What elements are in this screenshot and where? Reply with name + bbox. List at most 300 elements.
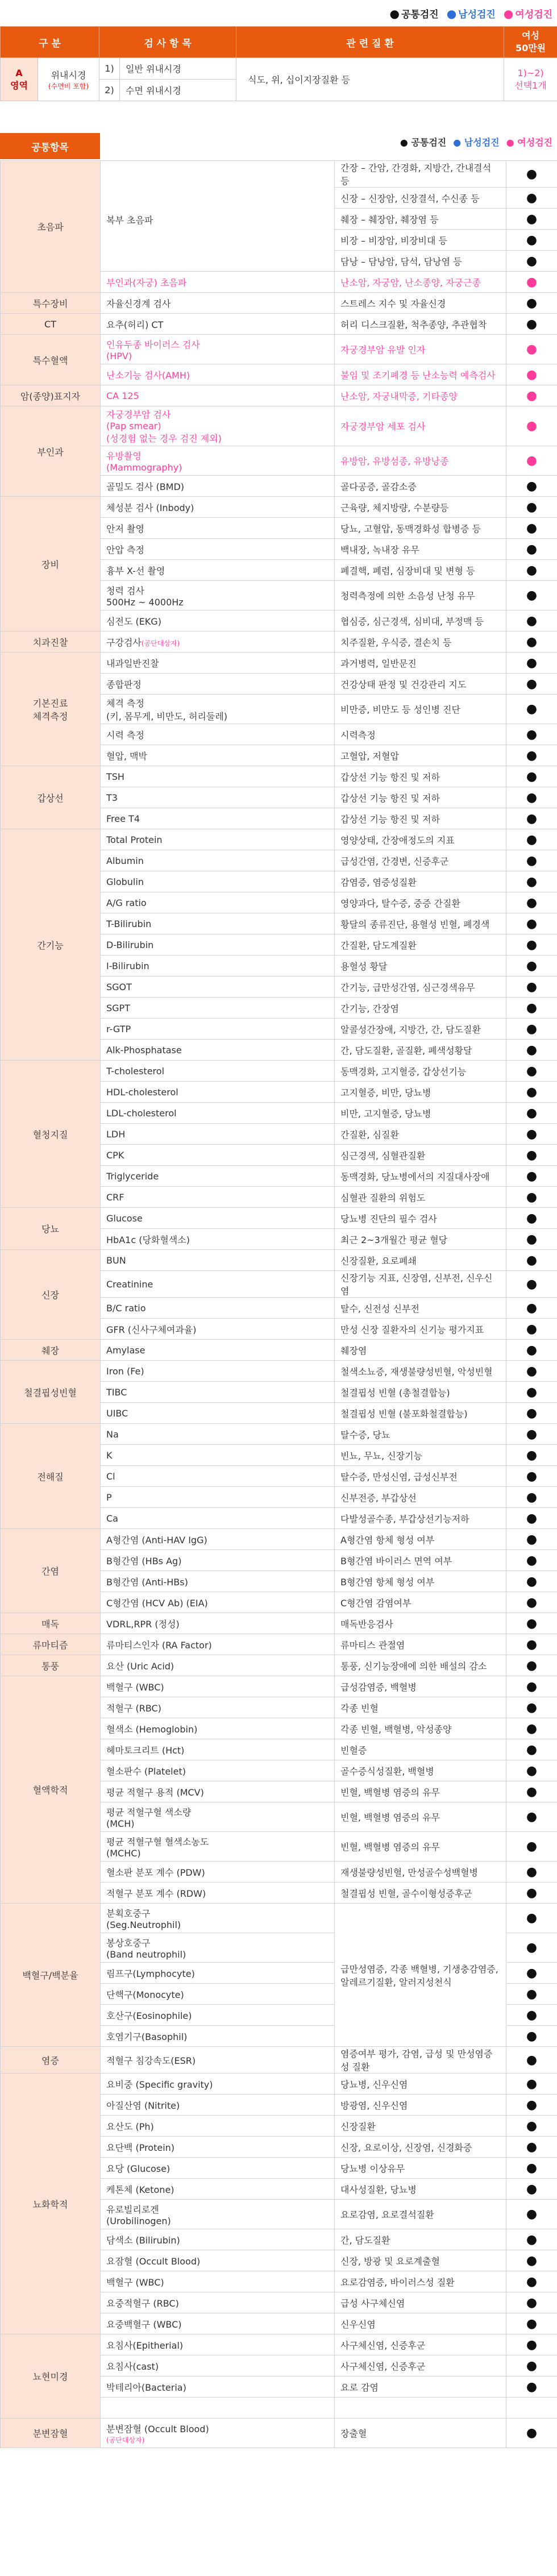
- test-item: 요중백혈구 (WBC): [101, 2313, 335, 2334]
- table-row: [1, 1424, 557, 1445]
- category-cell: 초음파: [1, 161, 101, 293]
- common-dot-icon: ●: [506, 653, 557, 674]
- category-cell: 부인과: [1, 406, 101, 497]
- related-disease: 탈수증, 당뇨: [335, 1424, 506, 1445]
- test-item: 담색소 (Bilirubin): [101, 2229, 335, 2250]
- test-item: 적혈구 침강속도(ESR): [101, 2047, 335, 2074]
- category-cell: 혈청지질: [1, 1061, 101, 1208]
- related-disease: 철결핍성 빈혈 (불포화철결합능): [335, 1403, 506, 1424]
- test-item: 요침사(cast): [101, 2355, 335, 2376]
- common-dot-icon: ●: [506, 674, 557, 695]
- category-cell: 분변잠혈: [1, 2419, 101, 2448]
- category-cell: 혈액학적: [1, 1676, 101, 1904]
- related-disease: 요로감염, 요로결석질환: [335, 2200, 506, 2229]
- category-cell: 백혈구/백분율: [1, 1904, 101, 2047]
- related-disease: 갑상선 기능 항진 및 저하: [335, 787, 506, 808]
- test-item: 봉상호중구 (Band neutrophil): [101, 1933, 335, 1963]
- related-disease: 백내장, 녹내장 유무: [335, 539, 506, 560]
- test-item: 요중적혈구 (RBC): [101, 2292, 335, 2313]
- related-disease: 빈혈, 백혈병 염증의 유무: [335, 1802, 506, 1832]
- related-disease: 신장질환: [335, 2116, 506, 2137]
- related-disease: 최근 2~3개월간 평균 혈당: [335, 1229, 506, 1250]
- test-item: Amylase: [101, 1340, 335, 1361]
- related-disease: 빈혈, 백혈병 염증의 유무: [335, 1832, 506, 1862]
- common-dot-icon: ●: [506, 1040, 557, 1061]
- category-cell: 장비: [1, 497, 101, 631]
- common-dot-icon: ●: [506, 1676, 557, 1697]
- test-item: 백혈구 (WBC): [101, 2271, 335, 2292]
- related-disease: [335, 2398, 506, 2419]
- common-dot-icon: ●: [506, 314, 557, 335]
- related-disease: 청력측정에 의한 소음성 난청 유무: [335, 581, 506, 610]
- test-item: SGOT: [101, 977, 335, 998]
- table-row: [1, 631, 557, 653]
- common-dot-icon: ●: [506, 1529, 557, 1550]
- common-dot-icon: ●: [506, 1487, 557, 1508]
- black-dot-icon: ●: [389, 6, 400, 20]
- related-disease: 급성감염증, 백혈병: [335, 1676, 506, 1697]
- table-row: [1, 1904, 557, 1933]
- common-dot-icon: ●: [506, 1445, 557, 1466]
- test-item: 복부 초음파: [101, 161, 335, 272]
- common-dot-icon: ●: [506, 1904, 557, 1933]
- related-disease: 불임 및 조기폐경 등 난소능력 예측검사: [335, 364, 506, 385]
- related-disease: 당뇨병 진단의 필수 검사: [335, 1208, 506, 1229]
- category-cell: CT: [1, 314, 101, 335]
- common-dot-icon: ●: [506, 1655, 557, 1676]
- row1-no: 1): [99, 58, 120, 80]
- related-disease: 급만성염증, 각종 백혈병, 기생충감염증, 알레르기질환, 알러지성천식: [335, 1904, 506, 2047]
- common-dot-icon: ●: [506, 1061, 557, 1082]
- common-dot-icon: ●: [506, 1124, 557, 1145]
- related-disease: 갑상선 기능 항진 및 저하: [335, 766, 506, 787]
- test-item: K: [101, 1445, 335, 1466]
- category-cell: 암(종양)표지자: [1, 385, 101, 406]
- common-dot-icon: [506, 2398, 557, 2419]
- test-item: GFR (신사구체여과율): [101, 1319, 335, 1340]
- related-disease: 빈혈증: [335, 1739, 506, 1760]
- related-disease: 당뇨병 이상유무: [335, 2158, 506, 2179]
- female-dot-icon: ●: [506, 364, 557, 385]
- main-table: [0, 160, 557, 2448]
- related-disease: C형간염 감염여부: [335, 1592, 506, 1613]
- test-item: T-cholesterol: [101, 1061, 335, 1082]
- related-disease: 스트레스 지수 및 자율신경: [335, 293, 506, 314]
- common-dot-icon: ●: [506, 631, 557, 653]
- common-dot-icon: ●: [506, 977, 557, 998]
- test-item: 유방촬영 (Mammography): [101, 446, 335, 476]
- test-item: B/C ratio: [101, 1298, 335, 1319]
- common-dot-icon: ●: [506, 251, 557, 272]
- common-dot-icon: ●: [506, 1933, 557, 1963]
- test-item: 체성분 검사 (Inbody): [101, 497, 335, 518]
- common-dot-icon: ●: [506, 1883, 557, 1904]
- test-item: 내과일반진찰: [101, 653, 335, 674]
- test-item: 케톤체 (Ketone): [101, 2179, 335, 2200]
- test-item: 자궁경부암 검사 (Pap smear) (성경험 없는 경우 검진 제외): [101, 406, 335, 446]
- legend-female: ● 여성검진: [503, 6, 552, 20]
- test-item: 부인과(자궁) 초음파: [101, 272, 335, 293]
- related-disease: 알콜성간장애, 지방간, 간, 담도질환: [335, 1019, 506, 1040]
- related-disease: 간질환, 담도계질환: [335, 934, 506, 955]
- common-dot-icon: ●: [506, 1319, 557, 1340]
- related-disease: 신장질환, 요로폐쇄: [335, 1250, 506, 1271]
- related-disease: 치주질환, 우식증, 결손치 등: [335, 631, 506, 653]
- test-item: 요산도 (Ph): [101, 2116, 335, 2137]
- related-disease: 췌장 – 췌장암, 췌장염 등: [335, 209, 506, 230]
- common-dot-icon: ●: [506, 745, 557, 766]
- test-item: 단핵구(Monocyte): [101, 1984, 335, 2005]
- test-item: CPK: [101, 1145, 335, 1166]
- related-disease: 협심증, 심근경색, 심비대, 부정맥 등: [335, 610, 506, 631]
- female-dot-icon: ●: [506, 385, 557, 406]
- test-item: LDL-cholesterol: [101, 1103, 335, 1124]
- test-item: C형간염 (HCV Ab) (EIA): [101, 1592, 335, 1613]
- female-dot-icon: ●: [506, 446, 557, 476]
- related-disease: 급성간염, 간경변, 신증후군: [335, 850, 506, 871]
- common-dot-icon: ●: [506, 1550, 557, 1571]
- table-row: [1, 653, 557, 674]
- common-dot-icon: ●: [506, 1424, 557, 1445]
- test-item: 림프구(Lymphocyte): [101, 1963, 335, 1984]
- test-item: BUN: [101, 1250, 335, 1271]
- common-dot-icon: ●: [506, 1382, 557, 1403]
- test-item: 헤마토크리트 (Hct): [101, 1739, 335, 1760]
- related-disease: 간, 담도질환, 골질환, 폐색성황달: [335, 1040, 506, 1061]
- common-dot-icon: ●: [506, 1739, 557, 1760]
- common-dot-icon: ●: [506, 230, 557, 251]
- common-dot-icon: ●: [506, 2334, 557, 2355]
- test-item: TIBC: [101, 1382, 335, 1403]
- common-dot-icon: ●: [506, 1082, 557, 1103]
- common-dot-icon: ●: [506, 934, 557, 955]
- common-dot-icon: ●: [506, 1760, 557, 1781]
- related-disease: B형간염 바이러스 면역 여부: [335, 1550, 506, 1571]
- header-item: 검 사 항 목: [99, 27, 236, 58]
- test-item: VDRL,RPR (정성): [101, 1613, 335, 1634]
- category-cell: 전해질: [1, 1424, 101, 1529]
- common-dot-icon: ●: [506, 1634, 557, 1655]
- test-item: 아질산염 (Nitrite): [101, 2095, 335, 2116]
- common-dot-icon: ●: [506, 1145, 557, 1166]
- category-cell: 뇨현미경: [1, 2334, 101, 2419]
- common-dot-icon: ●: [506, 1984, 557, 2005]
- test-item: HDL-cholesterol: [101, 1082, 335, 1103]
- related-disease: 간기능, 급만성간염, 심근경색유무: [335, 977, 506, 998]
- table-row: [1, 1676, 557, 1697]
- test-item: Na: [101, 1424, 335, 1445]
- common-dot-icon: ●: [506, 955, 557, 977]
- related-disease: 방광염, 신우신염: [335, 2095, 506, 2116]
- test-item: 혈색소 (Hemoglobin): [101, 1718, 335, 1739]
- related-disease: 각종 빈혈, 백혈병, 악성종양: [335, 1718, 506, 1739]
- test-item: 호산구(Eosinophile): [101, 2005, 335, 2026]
- related-disease: 근육량, 체지방량, 수분량등: [335, 497, 506, 518]
- pink-dot-icon: ●: [506, 137, 514, 148]
- endoscopy-choice: 1)~2) 선택1개: [504, 58, 557, 101]
- related-disease: 비장 – 비장암, 비장비대 등: [335, 230, 506, 251]
- table-row: [1, 2419, 557, 2448]
- common-dot-icon: ●: [506, 1862, 557, 1883]
- related-disease: 심혈관 질환의 위험도: [335, 1187, 506, 1208]
- header-price: 여성 50만원: [504, 27, 557, 58]
- common-dot-icon: ●: [506, 293, 557, 314]
- common-dot-icon: ●: [506, 695, 557, 724]
- test-item: T3: [101, 787, 335, 808]
- category-cell: 철결핍성빈혈: [1, 1361, 101, 1424]
- legend-common: ● 공통검진: [389, 6, 439, 20]
- related-disease: 통풍, 신기능장애에 의한 배설의 감소: [335, 1655, 506, 1676]
- category-cell: 통풍: [1, 1655, 101, 1676]
- test-item: SGPT: [101, 998, 335, 1019]
- related-disease: 철결핍성 빈혈 (총철결합능): [335, 1382, 506, 1403]
- related-disease: 당뇨, 고혈압, 동맥경화성 합병증 등: [335, 518, 506, 539]
- common-dot-icon: ●: [506, 476, 557, 497]
- related-disease: 황달의 종류진단, 용혈성 빈혈, 폐경색: [335, 913, 506, 934]
- common-dot-icon: ●: [506, 1229, 557, 1250]
- related-disease: 담낭 – 담낭암, 담석, 담낭염 등: [335, 251, 506, 272]
- common-dot-icon: ●: [506, 998, 557, 1019]
- test-item: B형간염 (HBs Ag): [101, 1550, 335, 1571]
- table-row: [1, 829, 557, 850]
- test-item: Iron (Fe): [101, 1361, 335, 1382]
- test-item: D-Bilirubin: [101, 934, 335, 955]
- table-row: [1, 1613, 557, 1634]
- related-disease: 신우신염: [335, 2313, 506, 2334]
- related-disease: B형간염 항체 형성 여부: [335, 1571, 506, 1592]
- common-dot-icon: ●: [506, 808, 557, 829]
- test-item: 혈소판 분포 계수 (PDW): [101, 1862, 335, 1883]
- blue-dot-icon: ●: [453, 137, 462, 148]
- test-item: 요비중 (Specific gravity): [101, 2074, 335, 2095]
- table-row: [1, 1250, 557, 1271]
- test-item: UIBC: [101, 1403, 335, 1424]
- related-disease: 대사성질환, 당뇨병: [335, 2179, 506, 2200]
- test-item: 시력 측정: [101, 724, 335, 745]
- test-item: Triglyceride: [101, 1166, 335, 1187]
- common-dot-icon: ●: [506, 1613, 557, 1634]
- common-dot-icon: ●: [506, 1508, 557, 1529]
- test-item: LDH: [101, 1124, 335, 1145]
- test-item: Globulin: [101, 871, 335, 892]
- related-disease: 급성 사구체신염: [335, 2292, 506, 2313]
- test-item: 혈소판수 (Platelet): [101, 1760, 335, 1781]
- female-dot-icon: ●: [506, 406, 557, 446]
- category-cell: 당뇨: [1, 1208, 101, 1250]
- common-dot-icon: ●: [506, 2116, 557, 2137]
- related-disease: 사구체신염, 신증후군: [335, 2355, 506, 2376]
- related-disease: 간질환, 심질환: [335, 1124, 506, 1145]
- table-row: [1, 1634, 557, 1655]
- related-disease: 매독반응검사: [335, 1613, 506, 1634]
- related-disease: 비만, 고지혈증, 당뇨병: [335, 1103, 506, 1124]
- related-disease: 류마티스 관절염: [335, 1634, 506, 1655]
- test-item: 백혈구 (WBC): [101, 1676, 335, 1697]
- related-disease: 고지혈증, 비만, 당뇨병: [335, 1082, 506, 1103]
- header-disease: 관 련 질 환: [236, 27, 504, 58]
- related-disease: 허리 디스크질환, 척추종양, 추관협착: [335, 314, 506, 335]
- common-dot-icon: ●: [506, 871, 557, 892]
- common-dot-icon: ●: [506, 2179, 557, 2200]
- common-dot-icon: ●: [506, 2313, 557, 2334]
- table-row: [1, 1340, 557, 1361]
- common-dot-icon: ●: [506, 1571, 557, 1592]
- common-dot-icon: ●: [506, 2005, 557, 2026]
- common-dot-icon: ●: [506, 1340, 557, 1361]
- common-dot-icon: ●: [506, 913, 557, 934]
- pink-dot-icon: ●: [503, 6, 514, 20]
- related-disease: 과거병력, 일반문진: [335, 653, 506, 674]
- common-dot-icon: ●: [506, 581, 557, 610]
- related-disease: 신부전증, 부갑상선: [335, 1487, 506, 1508]
- test-item: I-Bilirubin: [101, 955, 335, 977]
- female-dot-icon: ●: [506, 272, 557, 293]
- test-item: 안저 촬영: [101, 518, 335, 539]
- common-dot-icon: ●: [506, 497, 557, 518]
- category-cell: 기본진료 체격측정: [1, 653, 101, 766]
- common-dot-icon: ●: [506, 1166, 557, 1187]
- category-cell: 매독: [1, 1613, 101, 1634]
- table-row: [1, 161, 557, 188]
- row2-item: 수면 위내시경: [120, 80, 236, 101]
- common-dot-icon: ●: [506, 518, 557, 539]
- top-table-header: [1, 27, 557, 58]
- test-item: TSH: [101, 766, 335, 787]
- related-disease: 용혈성 황달: [335, 955, 506, 977]
- common-dot-icon: ●: [506, 766, 557, 787]
- common-dot-icon: ●: [506, 539, 557, 560]
- common-dot-icon: ●: [506, 161, 557, 188]
- related-disease: 동맥경화, 고지혈증, 갑상선기능: [335, 1061, 506, 1082]
- test-item: 구강검사(공단대상자): [101, 631, 335, 653]
- related-disease: 자궁경부암 세포 검사: [335, 406, 506, 446]
- category-cell: 치과진찰: [1, 631, 101, 653]
- table-row: [1, 314, 557, 335]
- common-dot-icon: ●: [506, 1781, 557, 1802]
- test-item: 평균 적혈구혈 혈색소농도 (MCHC): [101, 1832, 335, 1862]
- test-item: 골밀도 검사 (BMD): [101, 476, 335, 497]
- related-disease: 감염증, 염증성질환: [335, 871, 506, 892]
- related-disease: 간장 – 간암, 간경화, 지방간, 간내결석 등: [335, 161, 506, 188]
- test-item: Alk-Phosphatase: [101, 1040, 335, 1061]
- test-item: 청력 검사 500Hz ~ 4000Hz: [101, 581, 335, 610]
- related-disease: 자궁경부암 유발 인자: [335, 335, 506, 364]
- test-item: 호염기구(Basophil): [101, 2026, 335, 2047]
- test-item: B형간염 (Anti-HBs): [101, 1571, 335, 1592]
- category-cell: 특수장비: [1, 293, 101, 314]
- category-cell: 뇨화학적: [1, 2074, 101, 2334]
- test-item: 혈압, 맥박: [101, 745, 335, 766]
- related-disease: 빈뇨, 무뇨, 신장기능: [335, 1445, 506, 1466]
- common-dot-icon: ●: [506, 2137, 557, 2158]
- common-dot-icon: ●: [506, 2419, 557, 2448]
- test-item: A/G ratio: [101, 892, 335, 913]
- common-dot-icon: ●: [506, 1592, 557, 1613]
- common-dot-icon: ●: [506, 2047, 557, 2074]
- common-dot-icon: ●: [506, 2355, 557, 2376]
- test-item: Total Protein: [101, 829, 335, 850]
- related-disease: 갑상선 기능 항진 및 저하: [335, 808, 506, 829]
- test-item: 유로빌리로겐 (Urobilinogen): [101, 2200, 335, 2229]
- main-section-header: [0, 130, 557, 160]
- test-item: P: [101, 1487, 335, 1508]
- table-row: [1, 335, 557, 364]
- category-cell: 특수혈액: [1, 335, 101, 385]
- common-dot-icon: ●: [506, 1103, 557, 1124]
- related-disease: 간기능, 간장염: [335, 998, 506, 1019]
- test-item: 분획호중구 (Seg.Neutrophil): [101, 1904, 335, 1933]
- related-disease: 건강상태 판정 및 건강관리 지도: [335, 674, 506, 695]
- related-disease: 난소암, 자궁암, 난소종양, 자궁근종: [335, 272, 506, 293]
- test-item: 적혈구 분포 계수 (RDW): [101, 1883, 335, 1904]
- related-disease: 신장, 요로이상, 신장염, 신경화증: [335, 2137, 506, 2158]
- related-disease: 시력측정: [335, 724, 506, 745]
- test-item: 인유두종 바이러스 검사 (HPV): [101, 335, 335, 364]
- common-dot-icon: ●: [506, 209, 557, 230]
- table-row: [1, 2334, 557, 2355]
- test-item: Albumin: [101, 850, 335, 871]
- test-item: 흉부 X-선 촬영: [101, 560, 335, 581]
- test-item: Free T4: [101, 808, 335, 829]
- table-row: [1, 2074, 557, 2095]
- table-row: [1, 766, 557, 787]
- black-dot-icon: ●: [400, 137, 408, 148]
- endoscopy-disease: 식도, 위, 십이지장질환 등: [236, 58, 504, 101]
- common-dot-icon: ●: [506, 2074, 557, 2095]
- related-disease: 고혈압, 저혈압: [335, 745, 506, 766]
- test-item: Cl: [101, 1466, 335, 1487]
- related-disease: 영양상태, 간장애정도의 지표: [335, 829, 506, 850]
- section-legend: [400, 135, 552, 148]
- table-row: [1, 1361, 557, 1382]
- table-row: [1, 1061, 557, 1082]
- common-dot-icon: ●: [506, 1250, 557, 1271]
- related-disease: 만성 신장 질환자의 신기능 평가지표: [335, 1319, 506, 1340]
- test-item: 평균 적혈구 용적 (MCV): [101, 1781, 335, 1802]
- test-item: 종합판정: [101, 674, 335, 695]
- test-item: 난소기능 검사(AMH): [101, 364, 335, 385]
- related-disease: 다발성골수종, 부갑상선기능저하: [335, 1508, 506, 1529]
- table-row: [1, 385, 557, 406]
- category-cell: 간염: [1, 1529, 101, 1613]
- category-cell: 신장: [1, 1250, 101, 1340]
- related-disease: 심근경색, 심혈관질환: [335, 1145, 506, 1166]
- related-disease: 골다공증, 골감소증: [335, 476, 506, 497]
- test-item: HbA1c (당화혈색소): [101, 1229, 335, 1250]
- area-a-label: A 영역: [1, 58, 38, 101]
- common-dot-icon: ●: [506, 787, 557, 808]
- endoscopy-item: 위내시경 (수면비 포함): [38, 58, 99, 101]
- row1-item: 일반 위내시경: [120, 58, 236, 80]
- related-disease: 골수증식성질환, 백혈병: [335, 1760, 506, 1781]
- test-item: 박테리아(Bacteria): [101, 2376, 335, 2398]
- test-item: 안압 측정: [101, 539, 335, 560]
- related-disease: 난소암, 자궁내막증, 기타종양: [335, 385, 506, 406]
- legend2-female: ● 여성검진: [506, 137, 552, 148]
- female-dot-icon: ●: [506, 335, 557, 364]
- related-disease: 요로감염증, 바이러스성 질환: [335, 2271, 506, 2292]
- common-dot-icon: ●: [506, 610, 557, 631]
- legend-male: ● 남성검진: [446, 6, 496, 20]
- section-tab: 공통항목: [0, 133, 100, 159]
- common-dot-icon: ●: [506, 188, 557, 209]
- common-dot-icon: ●: [506, 1187, 557, 1208]
- test-item: 요산 (Uric Acid): [101, 1655, 335, 1676]
- test-item: CRF: [101, 1187, 335, 1208]
- related-disease: 동맥경화, 당뇨병에서의 지질대사장애: [335, 1166, 506, 1187]
- table-row: [1, 406, 557, 446]
- related-disease: 유방암, 유방섬종, 유방낭종: [335, 446, 506, 476]
